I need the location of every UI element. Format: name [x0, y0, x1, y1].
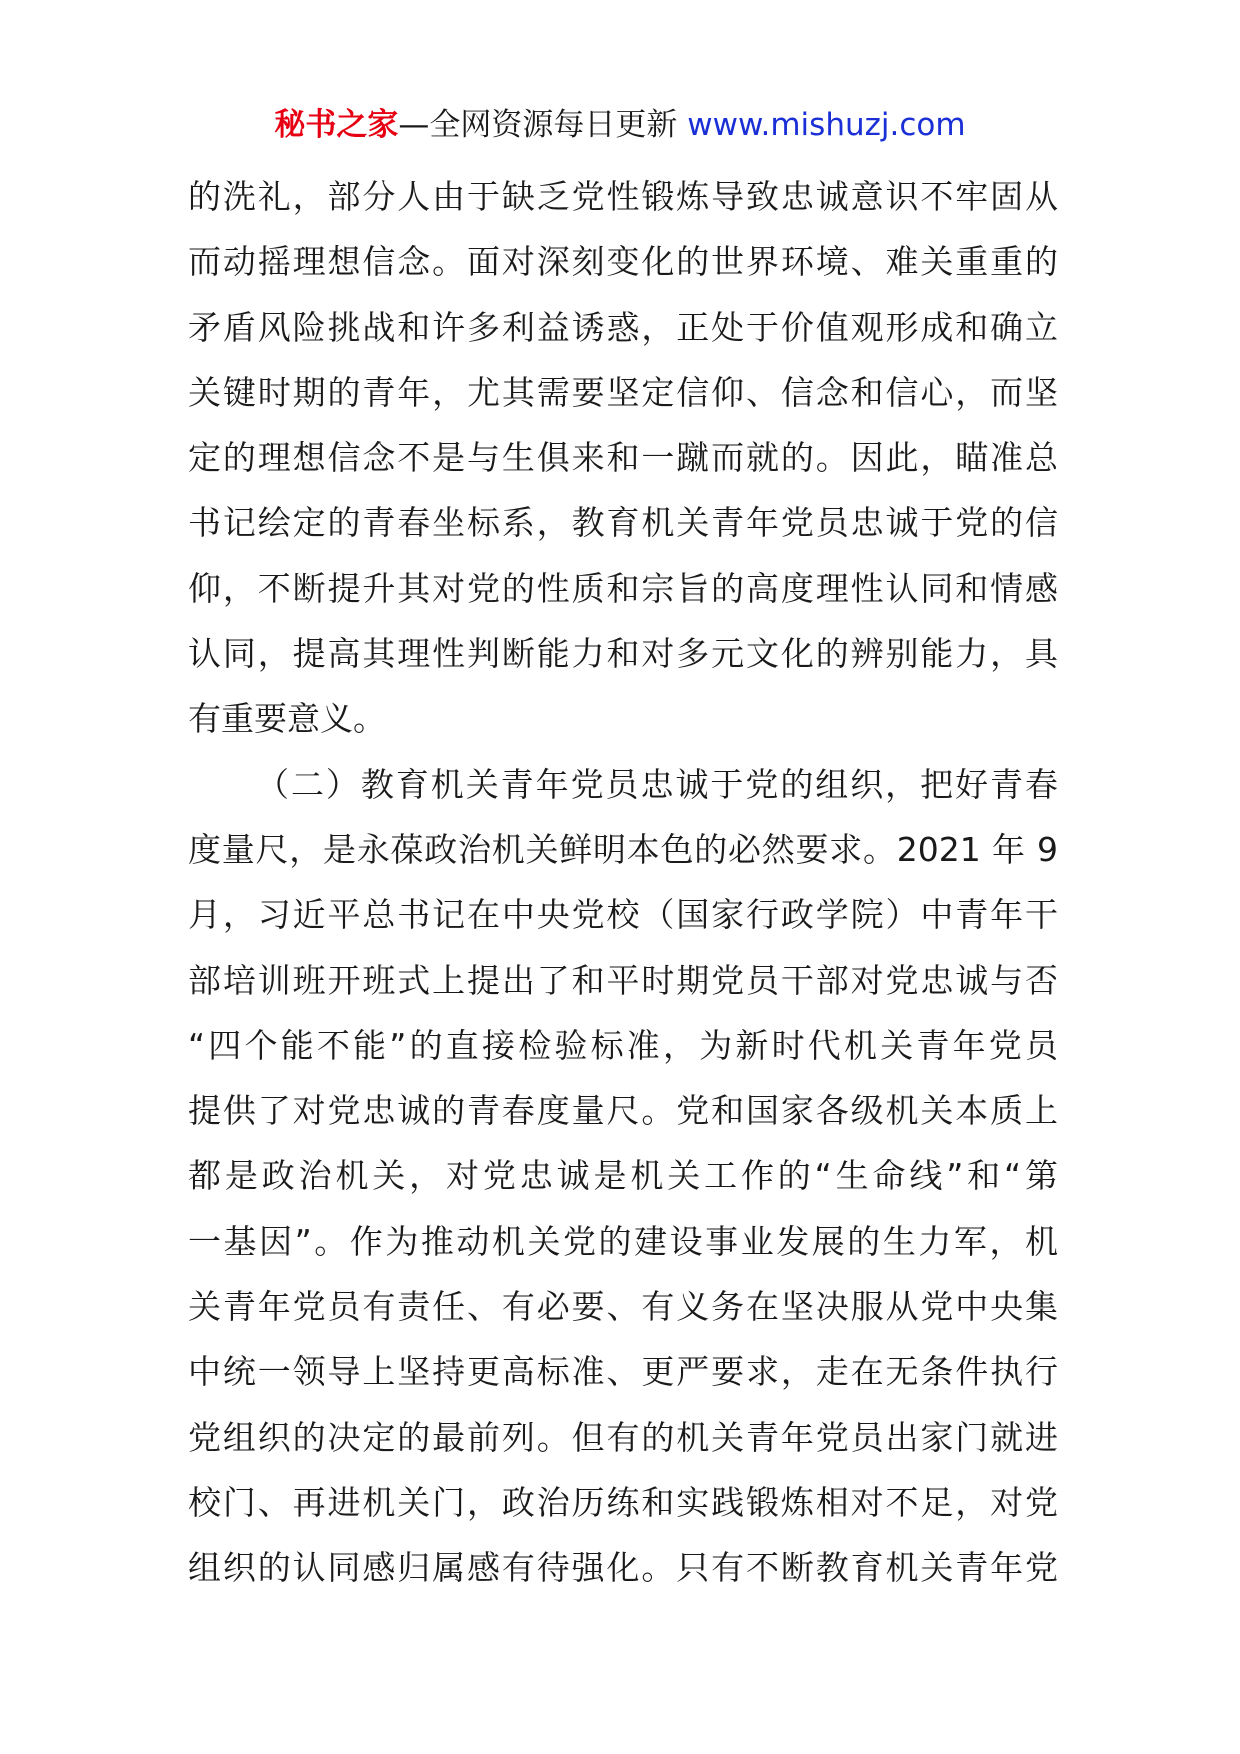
paragraph-line: 关键时期的青年，尤其需要坚定信仰、信念和信心，而坚 [188, 372, 1058, 412]
site-brand: 秘书之家 [274, 107, 399, 143]
paragraph-line: 认同，提高其理性判断能力和对多元文化的辨别能力，具 [188, 634, 1058, 674]
site-url-link[interactable]: www.mishuzj.com [687, 107, 966, 143]
paragraph-line: 度量尺，是永葆政治机关鲜明本色的必然要求。2021 年 9 [188, 829, 1058, 869]
paragraph-line: 党组织的决定的最前列。但有的机关青年党员出家门就进 [188, 1417, 1058, 1457]
paragraph-line: 校门、再进机关门，政治历练和实践锻炼相对不足，对党 [188, 1482, 1058, 1522]
paragraph-line: “四个能不能”的直接检验标准，为新时代机关青年党员 [188, 1025, 1058, 1065]
paragraph-line: 定的理想信念不是与生俱来和一蹴而就的。因此，瞄准总 [188, 438, 1058, 478]
paragraph-line: 仰，不断提升其对党的性质和宗旨的高度理性认同和情感 [188, 568, 1058, 608]
document-body [188, 164, 1058, 1601]
section-heading-line: （二）教育机关青年党员忠诚于党的组织，把好青春 [256, 764, 1058, 804]
paragraph-line: 月，习近平总书记在中央党校（国家行政学院）中青年干 [188, 895, 1058, 935]
paragraph-line: 都是政治机关，对党忠诚是机关工作的“生命线”和“第 [188, 1156, 1058, 1196]
paragraph-line: 的洗礼，部分人由于缺乏党性锻炼导致忠诚意识不牢固从 [188, 177, 1058, 216]
paragraph-line: 中统一领导上坚持更高标准、更严要求，走在无条件执行 [188, 1352, 1058, 1392]
page-header [0, 103, 1240, 147]
site-tagline: —全网资源每日更新 [398, 107, 678, 143]
paragraph-line: 而动摇理想信念。面对深刻变化的世界环境、难关重重的 [188, 242, 1058, 282]
paragraph-line: 组织的认同感归属感有待强化。只有不断教育机关青年党 [188, 1548, 1058, 1588]
paragraph-line: 关青年党员有责任、有必要、有义务在坚决服从党中央集 [188, 1287, 1058, 1327]
paragraph-line: 书记绘定的青春坐标系，教育机关青年党员忠诚于党的信 [188, 503, 1058, 543]
paragraph-line: 提供了对党忠诚的青春度量尺。党和国家各级机关本质上 [188, 1091, 1058, 1131]
paragraph-line: 有重要意义。 [188, 699, 386, 739]
paragraph-line: 部培训班开班式上提出了和平时期党员干部对党忠诚与否 [188, 960, 1058, 1000]
paragraph-line: 矛盾风险挑战和许多利益诱惑，正处于价值观形成和确立 [188, 307, 1058, 347]
paragraph-line: 一基因”。作为推动机关党的建设事业发展的生力军，机 [188, 1221, 1058, 1261]
